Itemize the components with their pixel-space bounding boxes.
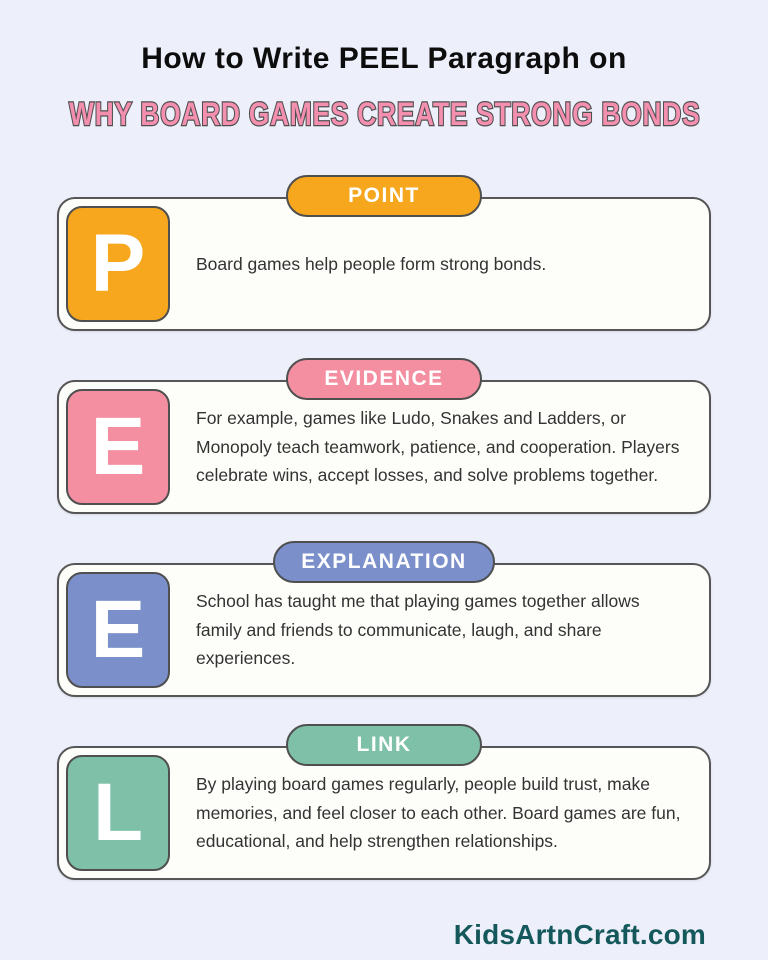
point-card <box>57 197 711 331</box>
header <box>0 0 768 133</box>
evidence-card <box>57 380 711 514</box>
peel-section-link <box>57 724 711 880</box>
link-text: By playing board games regularly, people build trust, make memories, and feel closer to each other. Board games are fun, educational, and help strengthen relationships. <box>196 774 681 852</box>
brand-watermark: KidsArtnCraft.com <box>453 919 706 950</box>
peel-section-point <box>57 175 711 331</box>
point-badge: POINT <box>286 175 482 217</box>
page-title: How to Write PEEL Paragraph on <box>141 42 627 75</box>
explanation-card <box>57 563 711 697</box>
evidence-letter-tile: E <box>66 389 170 505</box>
peel-section-evidence <box>57 358 711 514</box>
point-text: Board games help people form strong bonds. <box>196 253 547 274</box>
explanation-letter-tile: E <box>66 572 170 688</box>
link-card <box>57 746 711 880</box>
point-letter-tile: P <box>66 206 170 322</box>
explanation-badge: EXPLANATION <box>273 541 494 583</box>
explanation-text: School has taught me that playing games together allows family and friends to communicate, laugh, and share experiences. <box>196 591 640 669</box>
page-subtitle: WHY BOARD GAMES CREATE STRONG BONDS <box>69 96 701 132</box>
evidence-badge: EVIDENCE <box>286 358 482 400</box>
footer <box>0 907 768 951</box>
peel-section-explanation <box>57 541 711 697</box>
link-letter-tile: L <box>66 755 170 871</box>
link-badge: LINK <box>286 724 482 766</box>
peel-sections <box>0 175 768 880</box>
evidence-text: For example, games like Ludo, Snakes and Ladders, or Monopoly teach teamwork, patience, and cooperation. Players celebrate wins, accept losses, and solve problems together. <box>196 408 680 486</box>
